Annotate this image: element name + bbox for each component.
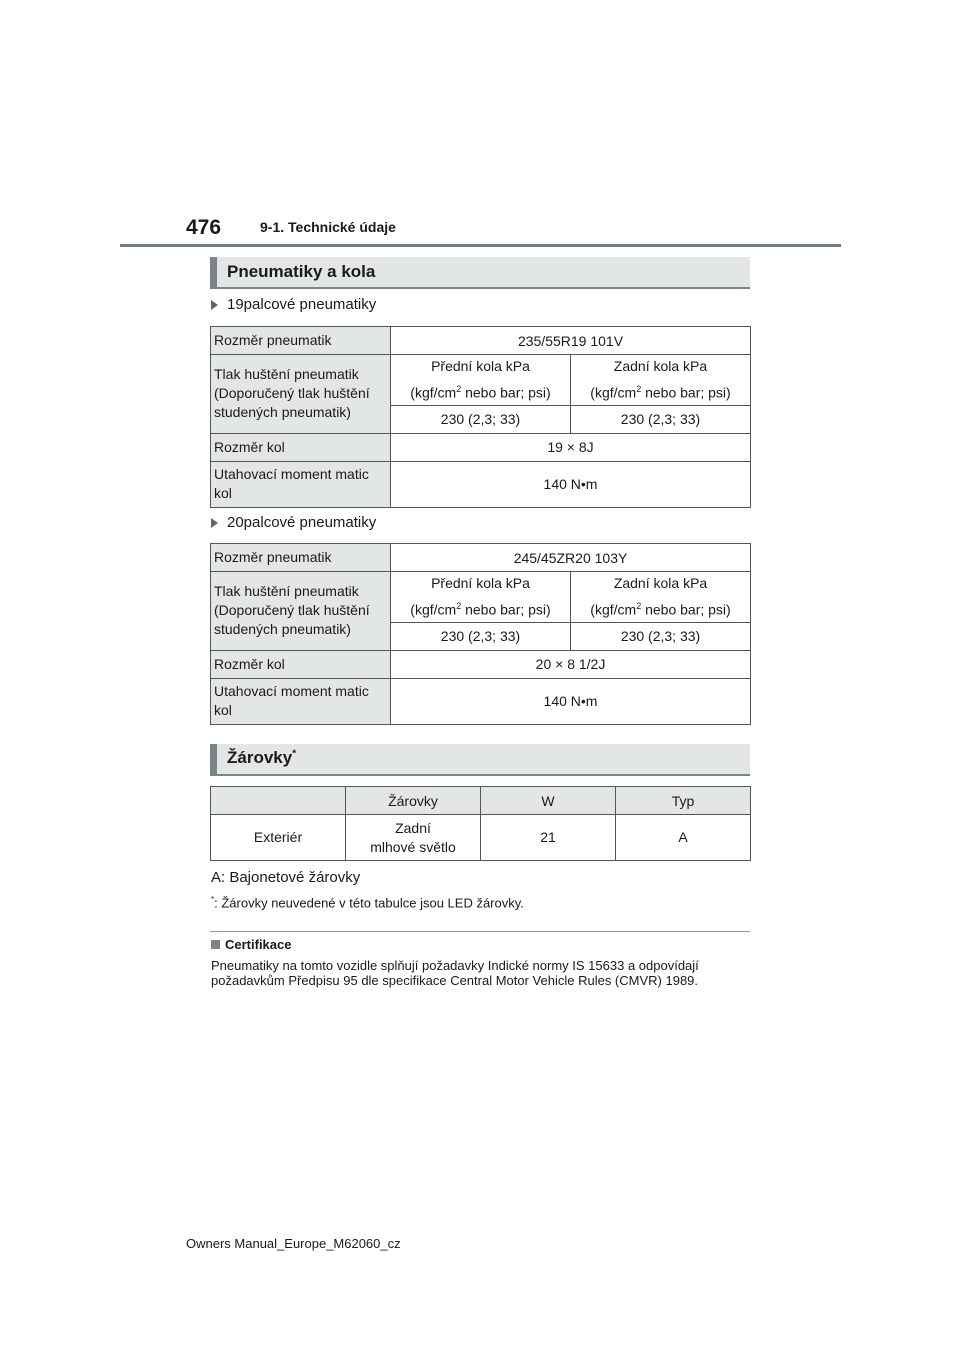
unit-prefix: (kgf/cm [590,384,637,401]
unit-suffix: nebo bar; psi) [461,384,551,401]
rear-pressure-value: 230 (2,3; 33) [571,405,751,433]
unit-suffix: nebo bar; psi) [461,601,551,618]
rear-pressure-header [571,355,751,406]
front-pressure-value: 230 (2,3; 33) [391,405,571,433]
col-header-empty [211,787,346,815]
table-row [211,815,751,861]
table-row [211,433,751,461]
divider [210,931,750,932]
wheel-size-label: Rozměr kol [211,433,391,461]
table-header-row [211,787,751,815]
page-number: 476 [186,216,222,239]
tyre-size-value: 235/55R19 101V [391,327,751,355]
certification-text: Pneumatiky na tomto vozidle splňují požadavky Indické normy IS 15633 a odpovídají požadavkům Předpisu 95 dle specifikace Central Motor Vehicle Rules (CMVR) 1989. [211,958,699,988]
bulb-line1: Zadní [395,819,431,836]
bulbs-heading-mark: * [292,748,297,760]
triangle-bullet-icon [211,518,218,528]
square-bullet-icon [211,940,220,949]
table-row [211,461,751,507]
table-row [211,650,751,678]
rear-label: Zadní kola kPa [613,358,708,374]
table-20-label-text: 20palcové pneumatiky [227,514,377,531]
unit-prefix: (kgf/cm [590,601,637,618]
pressure-label: Tlak huštění pneumatik (Doporučený tlak huštění studených pneumatik) [211,355,391,434]
table-row [211,355,751,406]
cell-type: A [616,815,751,861]
table-row [211,572,751,623]
pressure-label: Tlak huštění pneumatik (Doporučený tlak huštění studených pneumatik) [211,572,391,651]
bulbs-heading-text [227,748,296,768]
tyres-heading [210,257,750,289]
torque-value: 140 N•m [391,461,751,507]
cell-bulb [346,815,481,861]
table-row [211,678,751,724]
header-rule [120,244,841,247]
col-header-type: Typ [616,787,751,815]
certification-title-text: Certifikace [225,937,292,952]
wheel-size-value: 19 × 8J [391,433,751,461]
unit-suffix: nebo bar; psi) [641,384,731,401]
bulb-footnote [211,895,524,910]
tyres-heading-text: Pneumatiky a kola [227,262,376,281]
bulb-line2: mlhové světlo [370,838,456,855]
wheel-size-label: Rozměr kol [211,650,391,678]
unit-sup: 2 [456,384,462,394]
front-pressure-header [391,572,571,623]
tyre-size-label: Rozměr pneumatik [211,544,391,572]
rear-pressure-header [571,572,751,623]
col-header-bulbs: Žárovky [346,787,481,815]
col-header-watts: W [481,787,616,815]
tyre-table-19 [210,326,751,508]
footnote-mark: * [211,895,215,904]
tyre-table-20 [210,543,751,725]
table-19-label [211,296,376,313]
unit-prefix: (kgf/cm [410,384,457,401]
footer-text: Owners Manual_Europe_M62060_cz [186,1236,401,1251]
bulbs-heading [210,744,750,776]
front-pressure-header [391,355,571,406]
bulbs-table [210,786,751,861]
unit-sup: 2 [636,384,642,394]
triangle-bullet-icon [211,300,218,310]
footnote-text: : Žárovky neuvedené v této tabulce jsou LED žárovky. [214,895,524,911]
front-label: Přední kola kPa [431,358,530,374]
wheel-size-value: 20 × 8 1/2J [391,650,751,678]
unit-suffix: nebo bar; psi) [641,601,731,618]
front-pressure-value: 230 (2,3; 33) [391,622,571,650]
tyre-size-label: Rozměr pneumatik [211,327,391,355]
table-row [211,544,751,572]
section-title: 9-1. Technické údaje [260,219,396,235]
table-20-label [211,514,376,531]
tyre-size-value: 245/45ZR20 103Y [391,544,751,572]
table-19-label-text: 19palcové pneumatiky [227,296,377,313]
bulbs-heading-label: Žárovky [227,748,293,767]
torque-label: Utahovací moment matic kol [211,461,391,507]
torque-value: 140 N•m [391,678,751,724]
unit-sup: 2 [636,601,642,611]
cell-watts: 21 [481,815,616,861]
rear-label: Zadní kola kPa [613,575,708,591]
unit-sup: 2 [456,601,462,611]
front-label: Přední kola kPa [431,575,530,591]
cell-area: Exteriér [211,815,346,861]
rear-pressure-value: 230 (2,3; 33) [571,622,751,650]
bulb-type-note: A: Bajonetové žárovky [211,869,361,886]
unit-prefix: (kgf/cm [410,601,457,618]
certification-title [211,937,291,952]
table-row [211,327,751,355]
torque-label: Utahovací moment matic kol [211,678,391,724]
